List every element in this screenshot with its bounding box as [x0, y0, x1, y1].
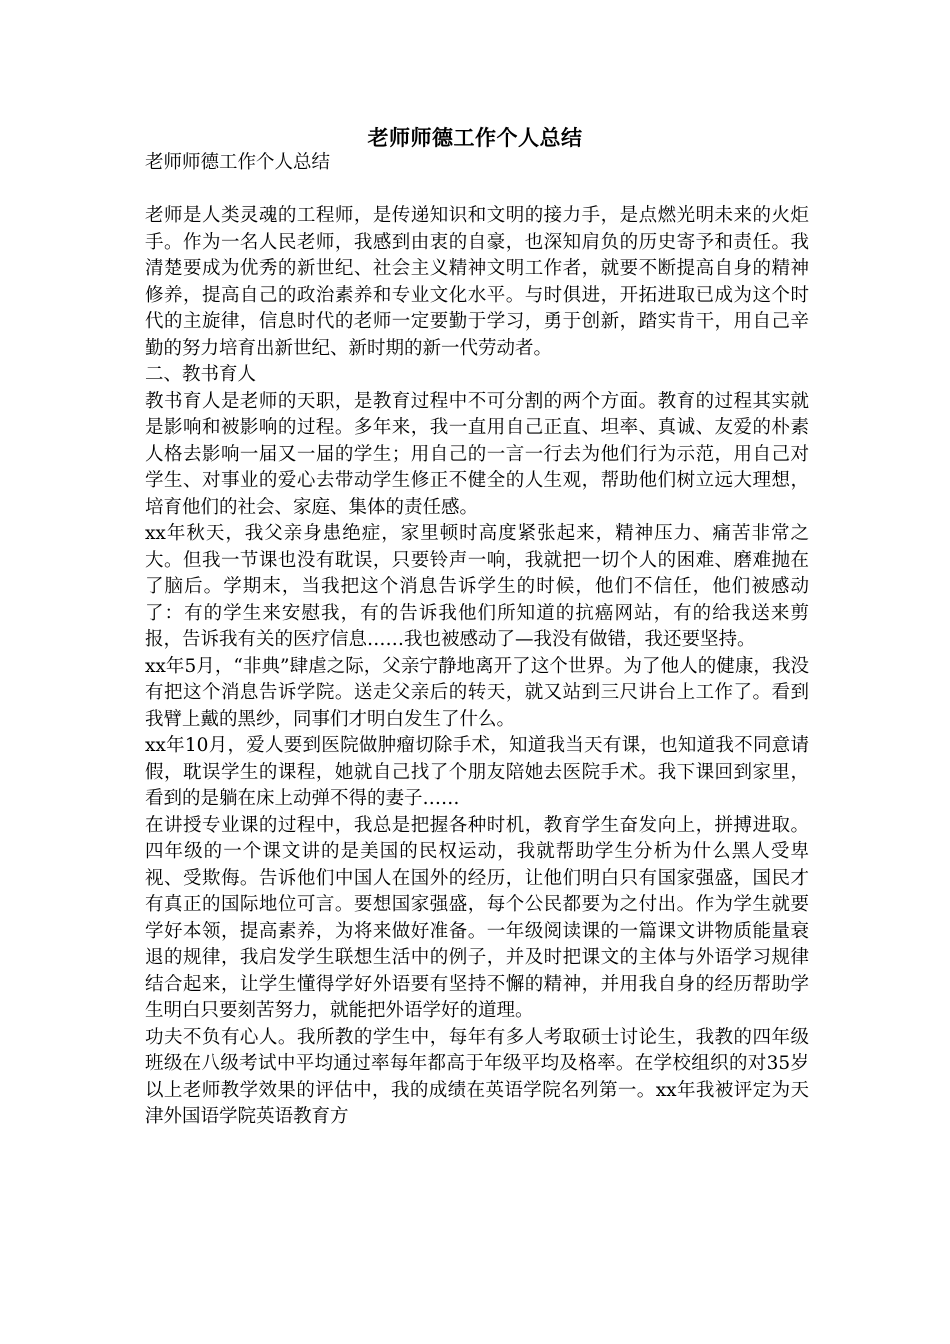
document-subtitle: 老师师德工作个人总结: [145, 152, 331, 173]
paragraph: 教书育人是老师的天职，是教育过程中不可分割的两个方面。教育的过程其实就是影响和被影响的过程。多年来，我一直用自己正直、坦率、真诚、友爱的朴素人格去影响一届又一届的学生；用自己的一言一行去为他们行为示范，用自己对学生、对事业的爱心去带动学生修正不健全的人生观，帮助他们树立远大理想，培育他们的社会、家庭、集体的责任感。: [145, 390, 809, 518]
document-body: [145, 150, 809, 1131]
paragraph-intro: 老师是人类灵魂的工程师，是传递知识和文明的接力手，是点燃光明未来的火炬手。作为一名人民老师，我感到由衷的自豪，也深知肩负的历史寄予和责任。我清楚要成为优秀的新世纪、社会主义精神文明工作者，就要不断提高自身的精神修养，提高自己的政治素养和专业文化水平。与时俱进，开拓进取已成为这个时代的主旋律，信息时代的老师一定要勤于学习，勇于创新，踏实肯干，用自己辛勤的努力培育出新世纪、新时期的新一代劳动者。: [145, 205, 809, 359]
document-title: 老师师德工作个人总结: [367, 125, 583, 150]
paragraph: 在讲授专业课的过程中，我总是把握各种时机，教育学生奋发向上，拼搏进取。四年级的一个课文讲的是美国的民权运动，我就帮助学生分析为什么黑人受卑视、受欺侮。告诉他们中国人在国外的经历，让他们明白只有国家强盛，国民才有真正的国际地位可言。要想国家强盛，每个公民都要为之付出。作为学生就要学好本领，提高素养，为将来做好准备。一年级阅读课的一篇课文讲物质能量衰退的规律，我启发学生联想生活中的例子，并及时把课文的主体与外语学习规律结合起来，让学生懂得学好外语要有坚持不懈的精神，并用我自身的经历帮助学生明白只要刻苦努力，就能把外语学好的道理。: [145, 814, 809, 1021]
paragraph: 功夫不负有心人。我所教的学生中，每年有多人考取硕士讨论生，我教的四年级班级在八级考试中平均通过率每年都高于年级平均及格率。在学校组织的对35岁以上老师教学效果的评估中，我的成绩在英语学院名列第一。xx年我被评定为天津外国语学院英语教育方: [145, 1026, 809, 1127]
paragraph: xx年秋天，我父亲身患绝症，家里顿时高度紧张起来，精神压力、痛苦非常之大。但我一节课也没有耽误，只要铃声一响，我就把一切个人的困难、磨难抛在了脑后。学期末，当我把这个消息告诉学生的时候，他们不信任，他们被感动了：有的学生来安慰我，有的告诉我他们所知道的抗癌网站，有的给我送来剪报，告诉我有关的医疗信息……我也被感动了—我没有做错，我还要坚持。: [145, 523, 809, 650]
paragraph: xx年10月，爱人要到医院做肿瘤切除手术，知道我当天有课，也知道我不同意请假，耽误学生的课程，她就自己找了个朋友陪她去医院手术。我下课回到家里，看到的是躺在床上动弹不得的妻子……: [145, 735, 809, 809]
paragraph: xx年5月，“非典”肆虐之际，父亲宁静地离开了这个世界。为了他人的健康，我没有把这个消息告诉学院。送走父亲后的转天，就又站到三尺讲台上工作了。看到我臂上戴的黑纱，同事们才明白发生了什么。: [145, 655, 809, 730]
section-heading: 二、教书育人: [145, 364, 257, 385]
